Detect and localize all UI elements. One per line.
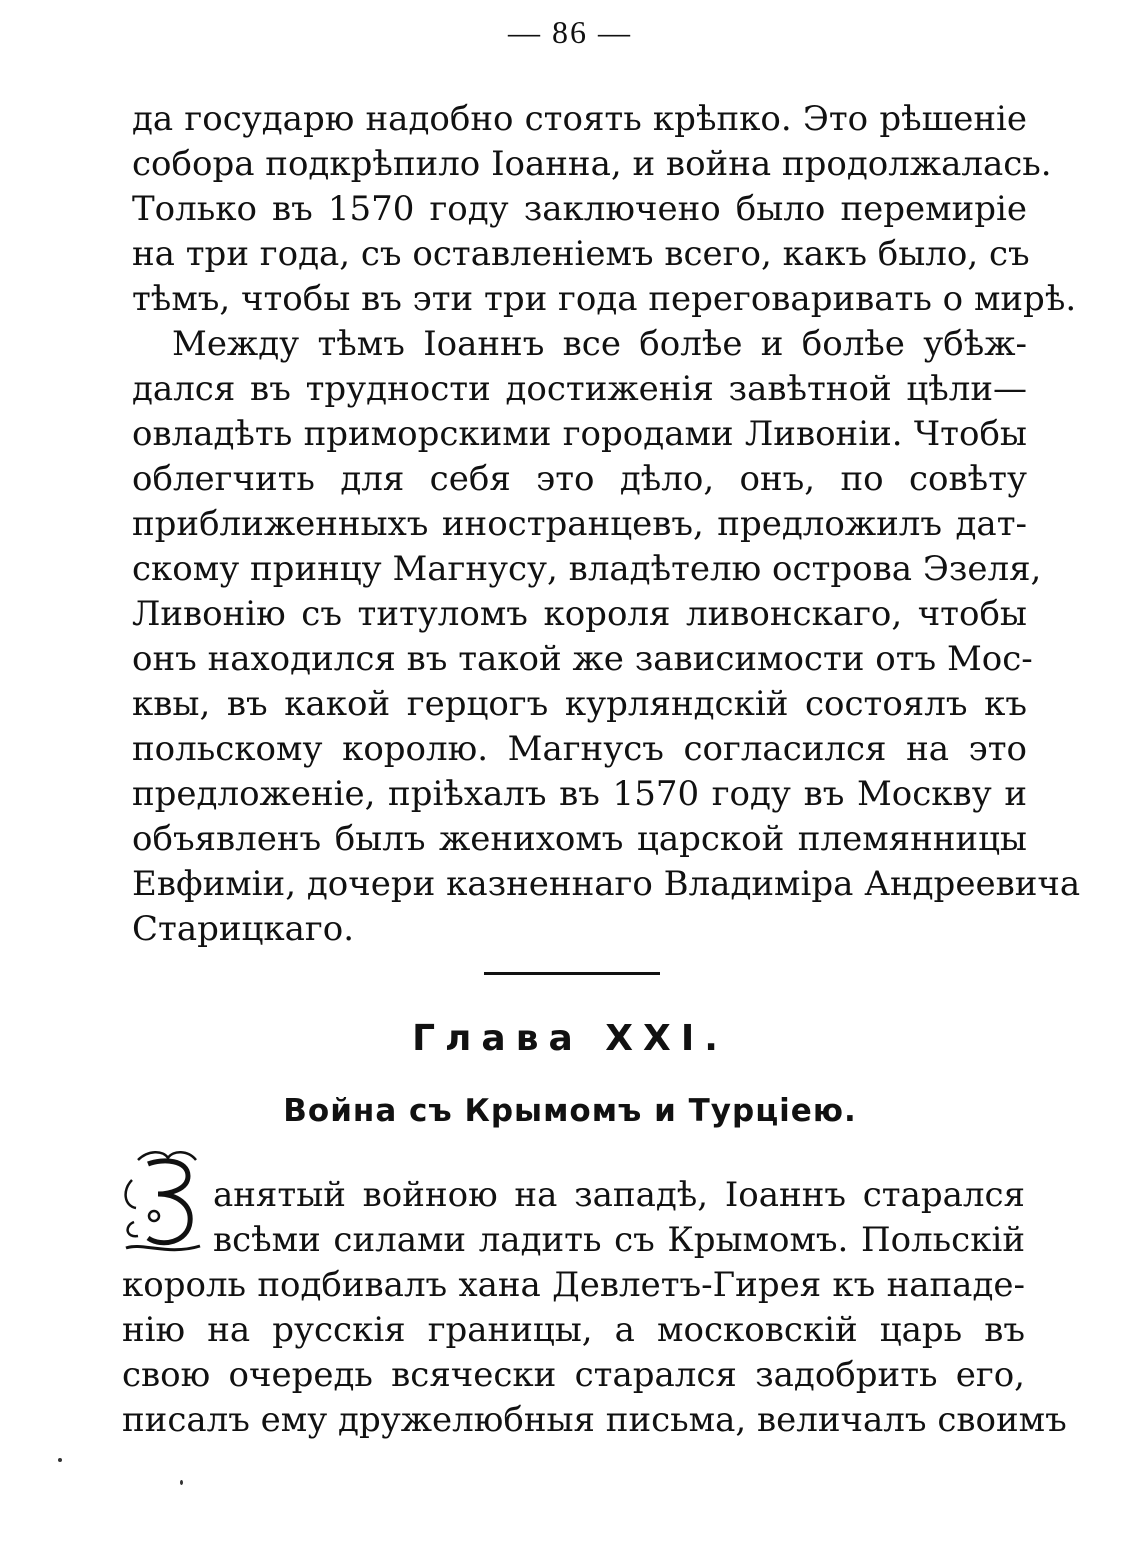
text-line: писалъ ему дружелюбныя письма, величалъ своимъ xyxy=(122,1400,1067,1440)
text-line: свою очередь всячески старался задобрить его, xyxy=(122,1355,1025,1395)
text-line: скому принцу Магнусу, владѣтелю острова Эзеля, xyxy=(132,549,1042,589)
text-line: квы, въ какой герцогъ курляндскій состоялъ къ xyxy=(132,684,1027,724)
text-line: король подбивалъ хана Девлетъ-Гирея къ нападе- xyxy=(122,1265,1025,1305)
paragraph-1 xyxy=(132,97,1077,322)
text-line: анятый войною на западѣ, Іоаннъ старался xyxy=(213,1175,1025,1215)
text-line: овладѣть приморскими городами Ливоніи. Чтобы xyxy=(132,414,1027,454)
text-line: собора подкрѣпило Іоанна, и война продолжалась. xyxy=(132,144,1052,184)
chapter-title: Глава XXI. xyxy=(412,1018,728,1059)
text-line: дался въ трудности достиженія завѣтной цѣли— xyxy=(132,369,1027,409)
print-speck xyxy=(58,1458,62,1462)
text-line: онъ находился въ такой же зависимости отъ Мос- xyxy=(132,639,1033,679)
section-divider xyxy=(484,972,660,975)
chapter-subtitle: Война съ Крымомъ и Турціею. xyxy=(283,1093,857,1129)
page-number: — 86 — xyxy=(508,14,632,50)
text-line: Ливонію съ титуломъ короля ливонскаго, чтобы xyxy=(132,594,1027,634)
text-line: объявленъ былъ женихомъ царской племянницы xyxy=(132,819,1027,859)
text-line: да государю надобно стоять крѣпко. Это рѣшеніе xyxy=(132,99,1027,139)
text-line: на три года, съ оставленіемъ всего, какъ было, съ xyxy=(132,234,1030,274)
text-line: облегчить для себя это дѣло, онъ, по совѣту xyxy=(132,459,1027,499)
text-line: Евфиміи, дочери казненнаго Владиміра Андреевича xyxy=(132,864,1081,904)
paragraph-3 xyxy=(0,1173,1067,1443)
text-line: всѣми силами ладить съ Крымомъ. Польскій xyxy=(213,1220,1025,1260)
text-line: Старицкаго. xyxy=(132,909,354,949)
text-line: тѣмъ, чтобы въ эти три года переговаривать о мирѣ. xyxy=(132,279,1077,319)
print-speck xyxy=(180,1480,183,1485)
text-line: приближенныхъ иностранцевъ, предложилъ дат- xyxy=(132,504,1027,544)
text-line: Только въ 1570 году заключено было перемиріе xyxy=(132,189,1027,229)
paragraph-2 xyxy=(132,322,1081,952)
text-line: предложеніе, пріѣхалъ въ 1570 году въ Москву и xyxy=(132,774,1027,814)
text-line: Между тѣмъ Іоаннъ все болѣе и болѣе убѣж- xyxy=(172,324,1027,364)
text-line: польскому королю. Магнусъ согласился на это xyxy=(132,729,1027,769)
text-line: нію на русскія границы, а московскій царь въ xyxy=(122,1310,1025,1350)
